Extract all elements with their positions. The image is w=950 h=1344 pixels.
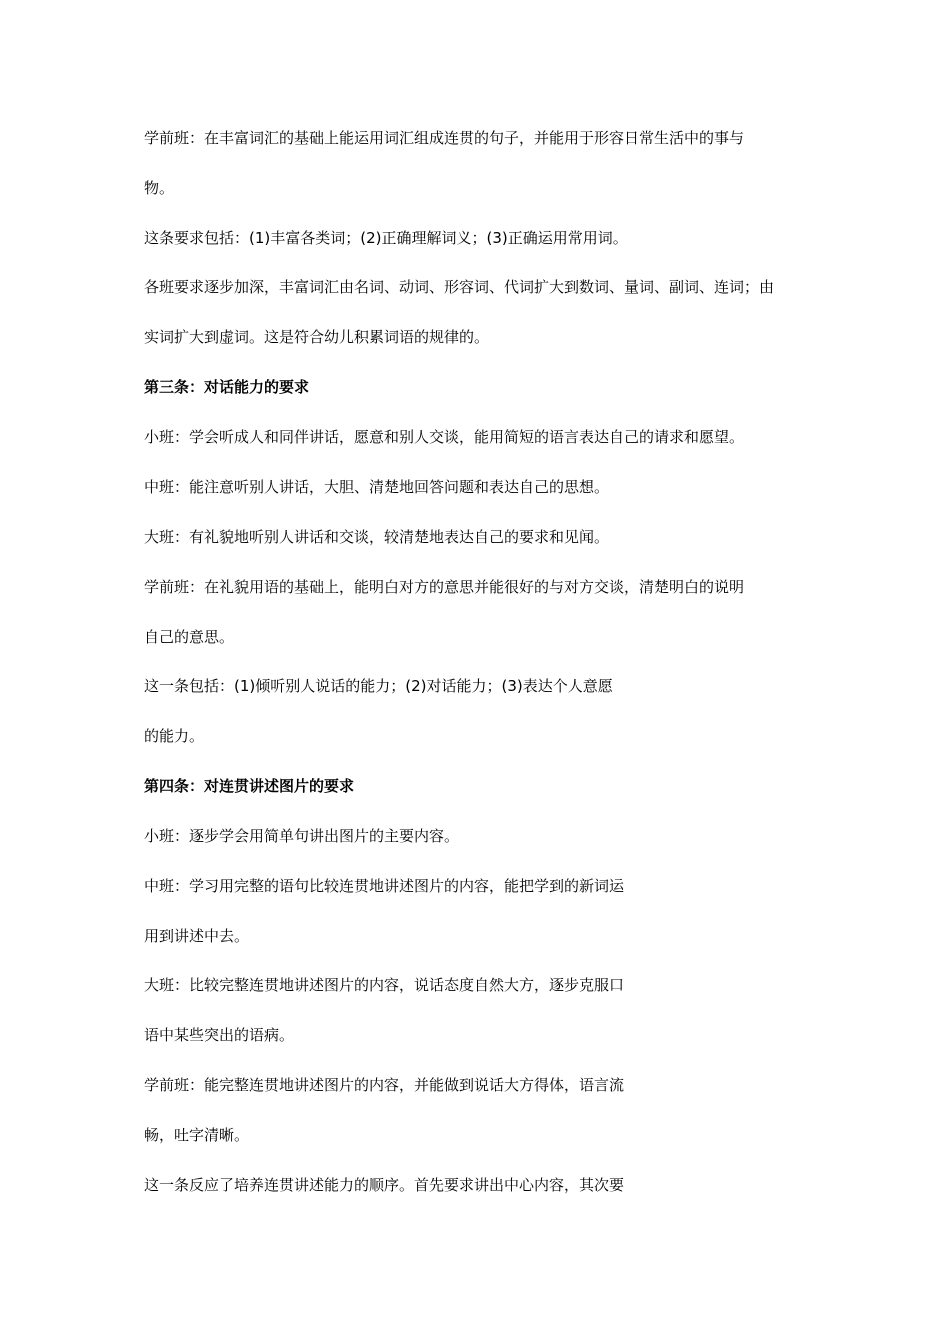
section-heading: 第四条：对连贯讲述图片的要求: [144, 777, 355, 795]
section-heading: 第三条：对话能力的要求: [144, 378, 310, 396]
paragraph-line: 中班：能注意听别人讲话，大胆、清楚地回答问题和表达自己的思想。: [144, 478, 610, 496]
paragraph-line: 大班：比较完整连贯地讲述图片的内容，说话态度自然大方，逐步克服口: [144, 976, 625, 994]
paragraph-line: 这一条反应了培养连贯讲述能力的顺序。首先要求讲出中心内容，其次要: [144, 1176, 625, 1194]
paragraph-line: 实词扩大到虚词。这是符合幼儿积累词语的规律的。: [144, 328, 490, 346]
paragraph-line: 中班：学习用完整的语句比较连贯地讲述图片的内容，能把学到的新词运: [144, 877, 625, 895]
paragraph-line: 畅，吐字清晰。: [144, 1126, 250, 1144]
paragraph-line: 语中某些突出的语病。: [144, 1026, 295, 1044]
paragraph-line: 学前班：在礼貌用语的基础上，能明白对方的意思并能很好的与对方交谈，清楚明白的说明: [144, 578, 745, 596]
paragraph-line: 小班：学会听成人和同伴讲话，愿意和别人交谈，能用简短的语言表达自己的请求和愿望。: [144, 428, 745, 446]
paragraph-line: 这条要求包括：(1)丰富各类词；(2)正确理解词义；(3)正确运用常用词。: [144, 229, 628, 247]
paragraph-line: 用到讲述中去。: [144, 927, 250, 945]
paragraph-line: 大班：有礼貌地听别人讲话和交谈，较清楚地表达自己的要求和见闻。: [144, 528, 610, 546]
paragraph-line: 各班要求逐步加深，丰富词汇由名词、动词、形容词、代词扩大到数词、量词、副词、连词；由: [144, 278, 775, 296]
paragraph-line: 学前班：能完整连贯地讲述图片的内容，并能做到说话大方得体，语言流: [144, 1076, 625, 1094]
paragraph-line: 自己的意思。: [144, 628, 235, 646]
paragraph-line: 小班：逐步学会用简单句讲出图片的主要内容。: [144, 827, 460, 845]
paragraph-line: 的能力。: [144, 727, 205, 745]
paragraph-line: 物。: [144, 179, 175, 197]
paragraph-line: 学前班：在丰富词汇的基础上能运用词汇组成连贯的句子，并能用于形容日常生活中的事与: [144, 129, 745, 147]
paragraph-line: 这一条包括：(1)倾听别人说话的能力；(2)对话能力；(3)表达个人意愿: [144, 677, 613, 695]
